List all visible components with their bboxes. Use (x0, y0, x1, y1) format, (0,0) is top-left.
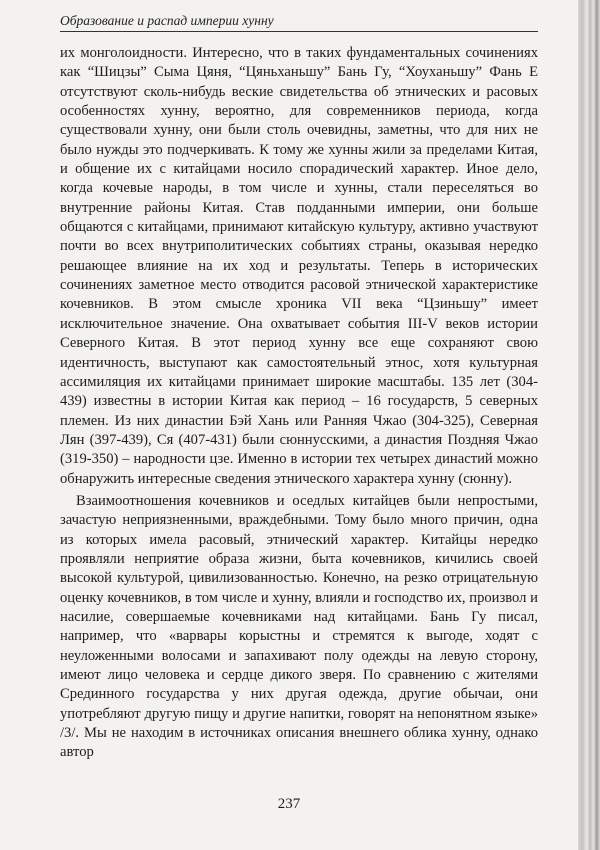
paragraph: Взаимоотношения кочевников и оседлых китайцев были непростыми, зачастую неприязненными, враждебными. Тому было много причин, одна из которых имела расовый, этнический характер. Китайцы нередко проявляли неприятие образа жизни, быта кочевников, кичились своей высокой культурой, цивилизованностью. Конечно, на резко отрицательную оценку кочевников, в том числе и хунну, влияли и господство их, произвол и насилие, совершаемые кочевниками над китайцами. Бань Гу писал, например, что «варвары корыстны и стремятся к выгоде, ходят с неуложенными волосами и запахивают полу одежды на левую сторону, имеют лицо человека и сердце дикого зверя. По сравнению с жителями Срединного государства у них другая одежда, другие обычаи, они употребляют другую пищу и другие напитки, говорят на непонятном языке» /3/. Мы не находим в источниках описания внешнего облика хунну, однако автор (60, 492, 538, 761)
paragraph: их монголоидности. Интересно, что в таких фундаментальных сочинениях как “Шицзы” Сыма Цяня, “Цяньханьшу” Бань Гу, “Хоуханьшу” Фань Е отсутствуют сколь-нибудь веские свидетельства об этнических и расовых особенностях хунну, вероятно, для современников периода, когда существовали хунну, они были столь очевидны, заметны, что для них не было нужды это подчеркивать. К тому же хунны жили за пределами Китая, и общение их с китайцами носило спорадический характер. Иное дело, когда кочевые народы, в том числе и хунны, стали переселяться во внутренние районы Китая. Став подданными империи, они больше общаются с китайцами, принимают китайскую культуру, активно участвуют почти во всех внутриполитических событиях страны, оказывая нередко решающее влияние на их ход и результаты. Теперь в исторических сочинениях заметное место отводится расовой этнической характеристике кочевников. В этом смысле хроника VII века “Цзиньшу” имеет исключительное значение. Она охватывает события III-V веков истории Северного Китая. В этот период хунну все еще сохраняют свою идентичность, выступают как самостоятельный этнос, хотя культурная ассимиляция их китайцами принимает широкие масштабы. 135 лет (304-439) известны в истории Китая как период – 16 государств, 5 северных племен. Из них династии Бэй Хань или Ранняя Чжао (304-325), Северная Лян (397-439), Ся (407-431) были сюннусскими, а династия Поздняя Чжао (319-350) – народности цзе. Именно в истории тех четырех династий можно обнаружить интересные сведения этнического характера хунну (сюнну). (60, 45, 538, 487)
running-header-title: Образование и распад империи хунну (60, 13, 274, 28)
header-rule (60, 31, 538, 32)
page-body (60, 44, 538, 763)
running-header (60, 11, 538, 33)
book-page-edge (578, 0, 600, 850)
page-number: 237 (277, 796, 301, 812)
